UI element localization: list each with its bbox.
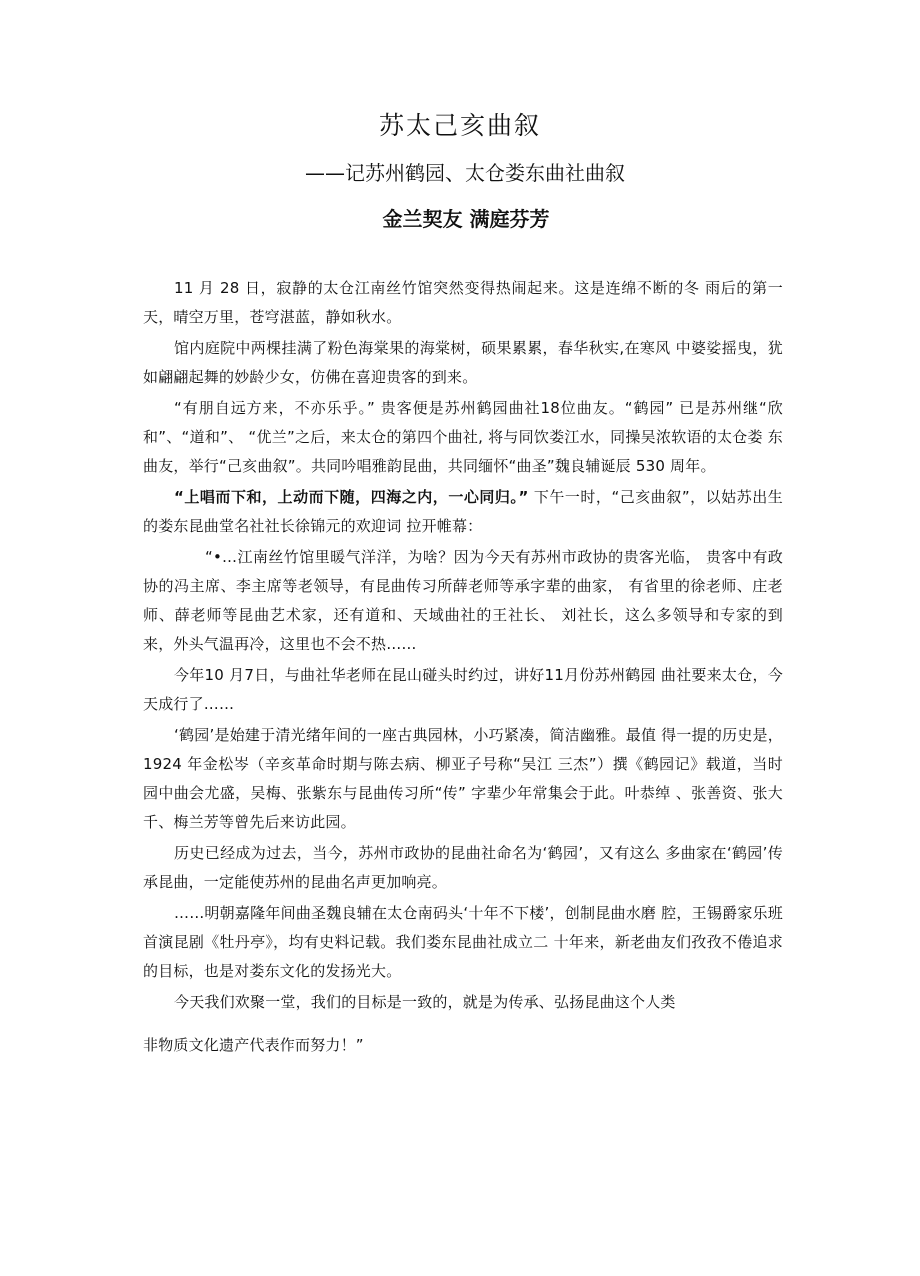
paragraph: ‘鹤园’是始建于清光绪年间的一座古典园林，小巧紧凑，简洁幽雅。最值 得一提的历史是， 1924 年金松岑（辛亥革命时期与陈去病、柳亚子号称“吴江 三杰”）撰《鹤园记》载道，当时园中曲会尤盛，吴梅、张紫东与昆曲传习所“传” 字辈少年常集会于此。叶恭绰 、张善资、张大千、梅兰芳等曾先后来访此园。 — [143, 726, 783, 831]
paragraph: 历史已经成为过去，当今，苏州市政协的昆曲社命名为‘鹤园’，又有这么 多曲家在‘鹤园’传承昆曲，一定能使苏州的昆曲名声更加响亮。 — [143, 844, 783, 891]
paragraph: 非物质文化遗产代表作而努力！” — [143, 1036, 364, 1054]
paragraph: 馆内庭院中两棵挂满了粉色海棠果的海棠树，硕果累累，春华秋实,在寒风 中婆娑摇曳，犹如翩翩起舞的妙龄少女，仿佛在喜迎贵客的到来。 — [143, 339, 783, 386]
quote-lead: “上唱而下和，上动而下随，四海之内，一心同归。” — [174, 488, 529, 506]
paragraph: 今年10 月7日，与曲社华老师在昆山碰头时约过，讲好11月份苏州鹤园 曲社要来太仓，今天成行了…… — [143, 666, 783, 713]
paragraph-text: 下午一时，“己亥曲叙”，以姑苏出生的娄东昆曲堂名社社长徐锦元的欢迎词 拉开帷幕： — [143, 488, 783, 535]
paragraph — [143, 483, 783, 541]
paragraph: ……明朝嘉隆年间曲圣魏良辅在太仓南码头‘十年不下楼’，创制昆曲水磨 腔，王锡爵家乐班首演昆剧《牡丹亭》，均有史料记载。我们娄东昆曲社成立二 十年来，新老曲友们孜孜不倦追求的目标，也是对娄东文化的发扬光大。 — [143, 904, 783, 980]
document-subtitle: ——记苏州鹤园、太仓娄东曲社曲叙 — [305, 161, 625, 185]
document-body — [143, 274, 783, 1062]
paragraph: 11 月 28 日，寂静的太仓江南丝竹馆突然变得热闹起来。这是连绵不断的冬 雨后的第一天，晴空万里，苍穹湛蓝，静如秋水。 — [143, 279, 783, 326]
section-heading: 金兰契友 满庭芬芳 — [382, 207, 550, 231]
paragraph: “有朋自远方来，不亦乐乎。” 贵客便是苏州鹤园曲社18位曲友。“鹤园” 已是苏州继“欣和”、“道和”、 “优兰”之后，来太仓的第四个曲社, 将与同饮娄江水，同操吴浓软语的太仓娄 东曲友，举行“己亥曲叙”。共同吟唱雅韵昆曲，共同缅怀“曲圣”魏良辅诞辰 530 周年。 — [143, 399, 783, 475]
document-title: 苏太己亥曲叙 — [378, 111, 541, 140]
paragraph: 今天我们欢聚一堂，我们的目标是一致的，就是为传承、弘扬昆曲这个人类 — [174, 993, 676, 1011]
paragraph: “•…江南丝竹馆里暖气洋洋，为啥？因为今天有苏州市政协的贵客光临， 贵客中有政协的冯主席、李主席等老领导，有昆曲传习所薛老师等承字辈的曲家， 有省里的徐老师、庄老师、薛老师等昆曲艺术家，还有道和、天域曲社的王社长、 刘社长，这么多领导和专家的到来，外头气温再冷，这里也不会不热…… — [143, 548, 783, 653]
